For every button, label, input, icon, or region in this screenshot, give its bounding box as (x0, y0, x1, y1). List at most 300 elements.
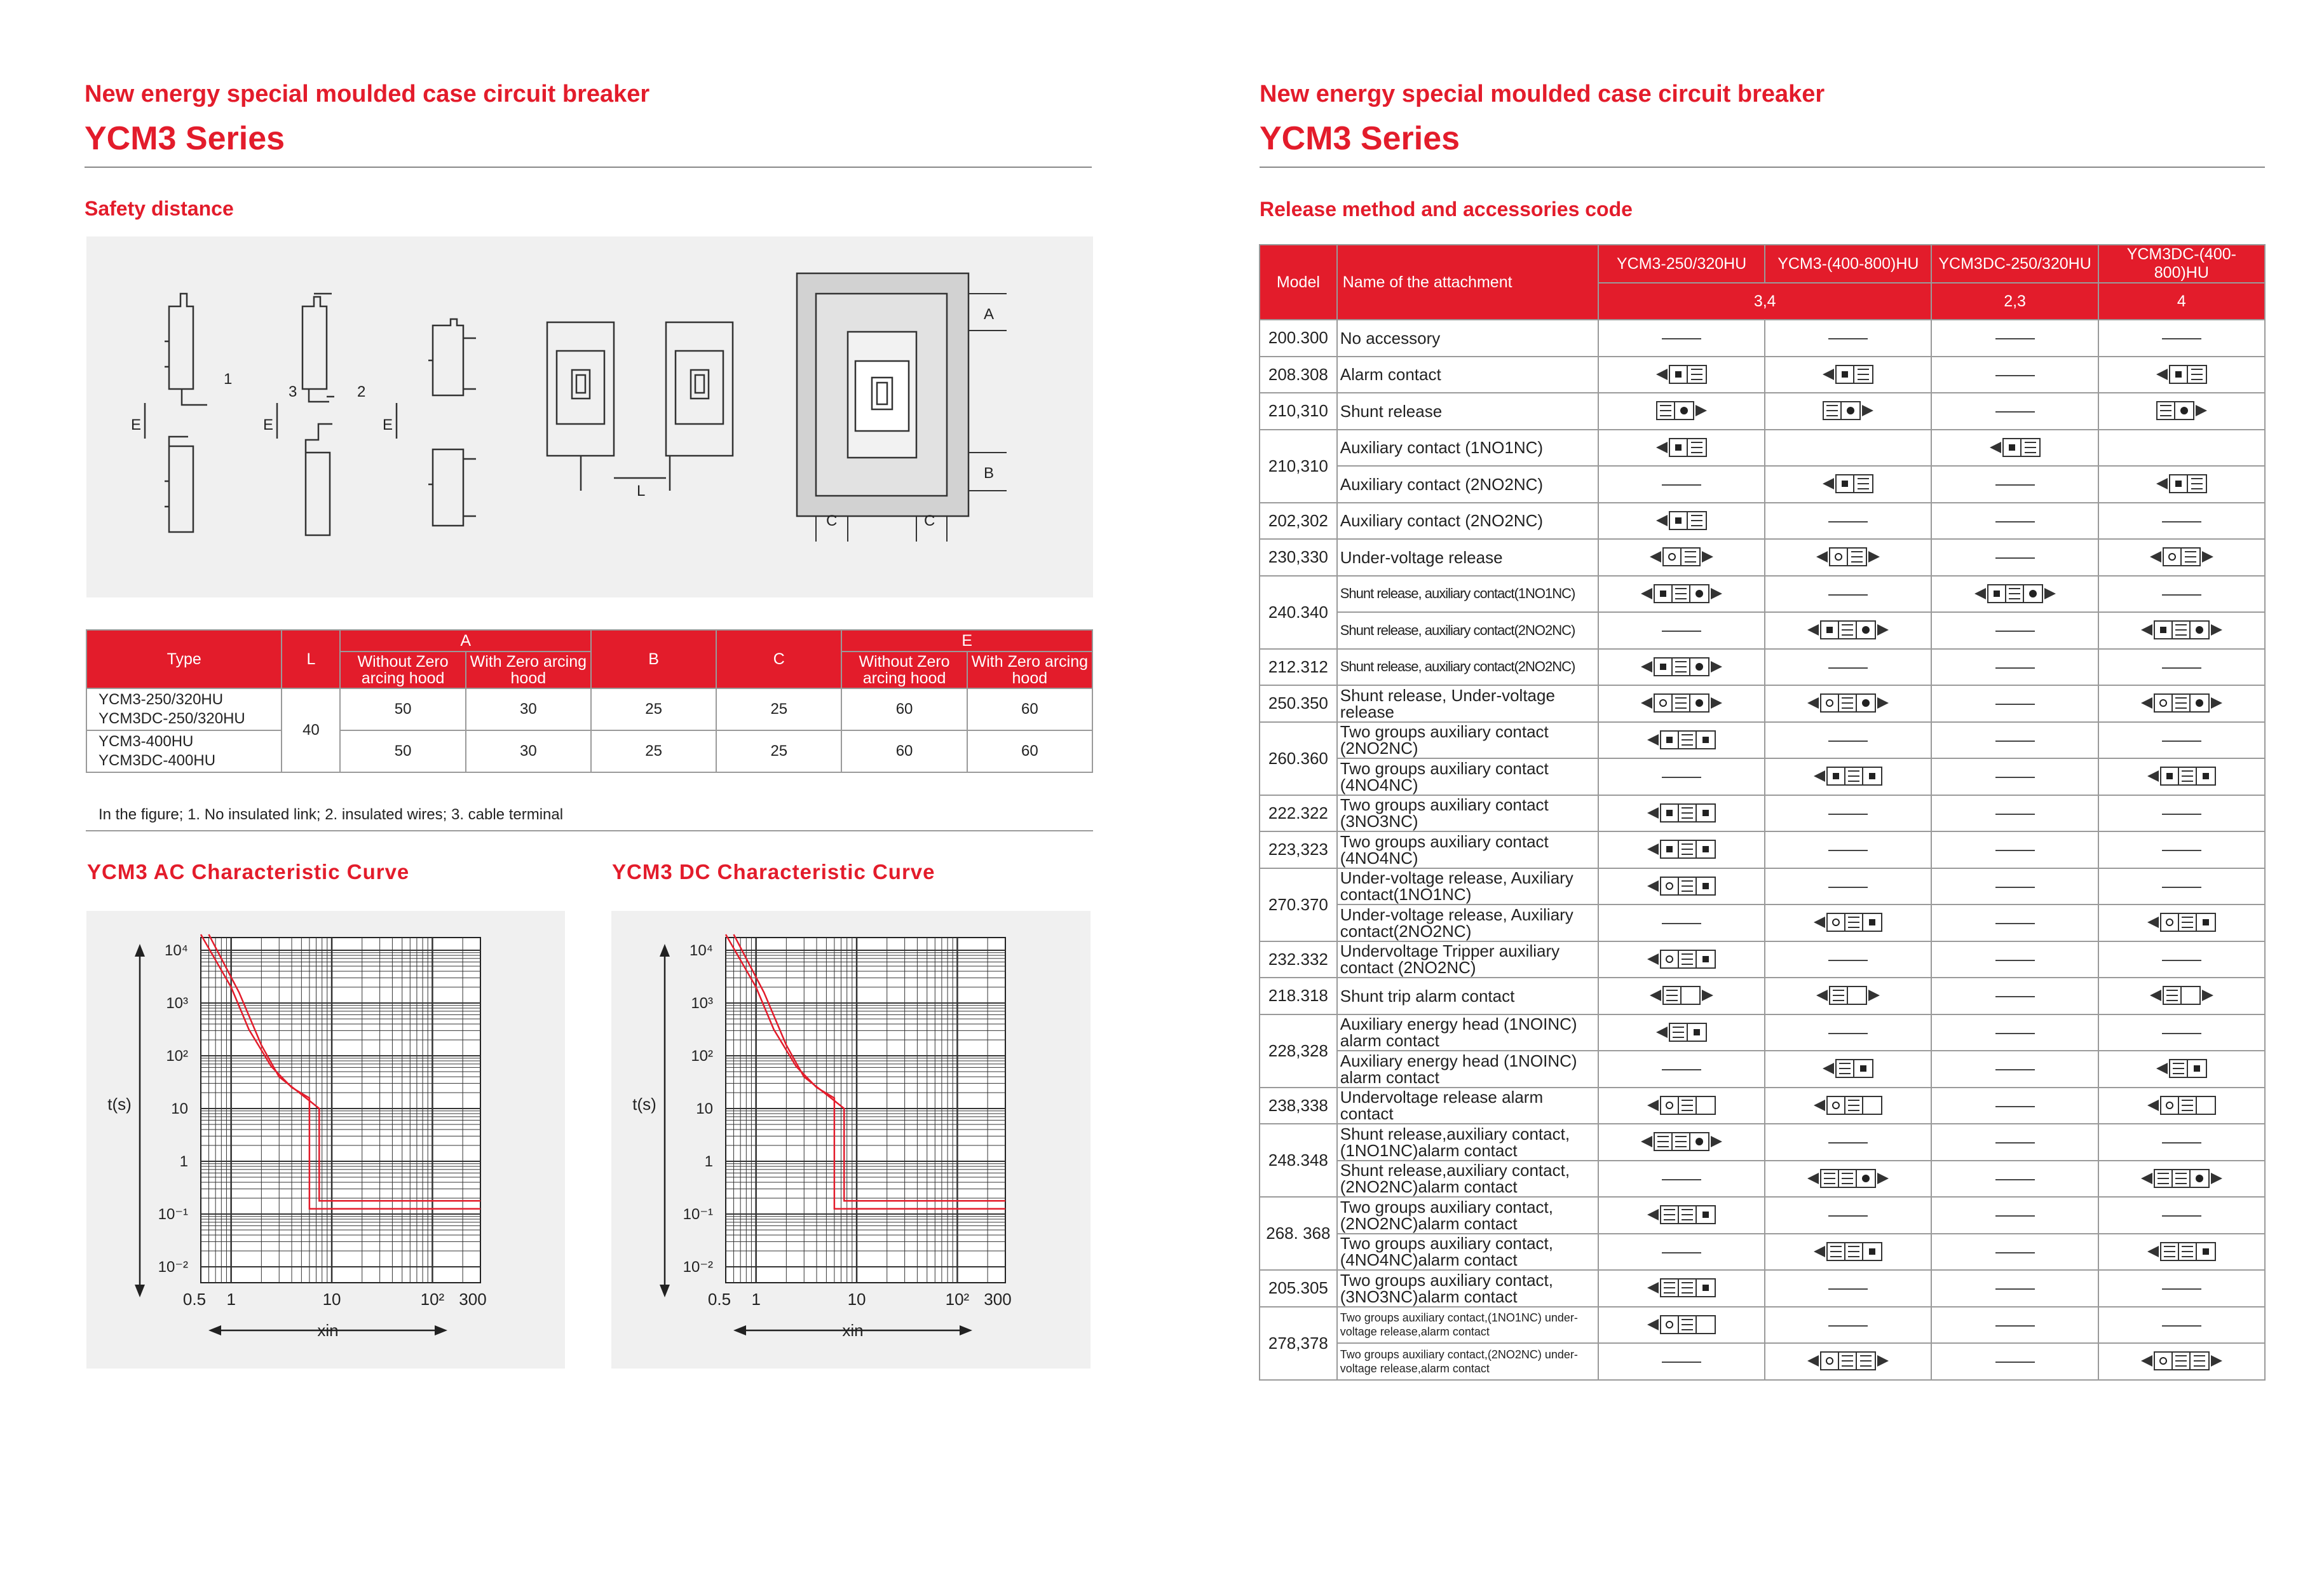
dash-symbol (1828, 850, 1868, 851)
dash-symbol (2162, 667, 2201, 669)
plot-area (201, 938, 480, 1283)
th-e-without: Without Zero arcing hood (841, 652, 967, 688)
attachment-name: Auxiliary energy head (1NOINC) alarm contact (1337, 1014, 1598, 1051)
symbol-cell (1931, 831, 2098, 868)
dash-symbol (1995, 1288, 2035, 1290)
attachment-name: Two groups auxiliary contact (3NO3NC) (1337, 795, 1598, 832)
table-row (1260, 1307, 2265, 1344)
accessory-symbol (1647, 1205, 1716, 1224)
x-tick-label: 10 (322, 1290, 341, 1309)
attachment-name: Undervoltage release alarm contact (1337, 1088, 1598, 1124)
accessory-symbol (1807, 620, 1889, 639)
left-divider (85, 167, 1092, 168)
accessory-symbol (2141, 620, 2222, 639)
symbol-cell (1598, 576, 1765, 613)
accessory-symbol (1816, 986, 1880, 1005)
label-e2: E (263, 416, 274, 434)
accessory-symbol (1650, 986, 1713, 1005)
symbol-cell (2098, 1270, 2265, 1307)
symbol-cell (2098, 868, 2265, 905)
symbol-cell (1931, 685, 2098, 722)
x-tick-label: 10² (420, 1290, 445, 1309)
accessory-symbol (1647, 730, 1716, 749)
table-row (1260, 1270, 2265, 1307)
x-axis-label: xin (317, 1321, 339, 1340)
accessory-symbol (1807, 1351, 1889, 1370)
attachment-name: Under-voltage release, Auxiliary contact(1NO1NC) (1337, 868, 1598, 905)
dash-symbol (1995, 484, 2035, 486)
dash-symbol (1995, 1033, 2035, 1034)
left-subtitle: New energy special moulded case circuit breaker (85, 81, 650, 107)
th-a: A (340, 630, 590, 652)
label-c1: C (826, 512, 838, 529)
dash-symbol (1995, 960, 2035, 961)
dc-curve-chart (611, 911, 1091, 1369)
symbol-cell (1765, 649, 1931, 686)
symbol-cell (1931, 576, 2098, 613)
accessory-symbol (2156, 401, 2207, 420)
symbol-cell (1598, 722, 1765, 759)
accessory-symbol (1647, 877, 1716, 896)
right-title: YCM3 Series (1260, 120, 1460, 157)
th-name: Name of the attachment (1337, 245, 1598, 320)
table-row (1260, 576, 2265, 613)
symbol-cell (1931, 649, 2098, 686)
symbol-cell (1931, 503, 2098, 540)
table-row (1260, 539, 2265, 576)
label-b: B (984, 465, 995, 482)
symbol-cell (2098, 685, 2265, 722)
y-tick-label: 1 (704, 1153, 713, 1170)
x-tick-label: 1 (751, 1290, 761, 1309)
y-tick-label: 10⁻² (683, 1259, 713, 1276)
th-e-with: With Zero arcing hood (967, 652, 1092, 688)
symbol-cell (2098, 393, 2265, 430)
dash-symbol (2162, 960, 2201, 961)
attachment-name: Auxiliary contact (2NO2NC) (1337, 503, 1598, 540)
symbol-cell (1598, 1343, 1765, 1380)
model-cell: 278,378 (1260, 1307, 1337, 1380)
symbol-cell (2098, 576, 2265, 613)
accessory-symbol (1814, 913, 1882, 932)
symbol-cell (2098, 612, 2265, 649)
th-e: E (841, 630, 1092, 652)
model-cell: 205.305 (1260, 1270, 1337, 1307)
symbol-cell (2098, 1124, 2265, 1161)
accessory-symbol (1647, 840, 1716, 859)
label-l: L (637, 482, 646, 500)
dash-symbol (1828, 667, 1868, 669)
symbol-cell (1931, 430, 2098, 467)
accessory-symbol (2156, 365, 2207, 384)
dash-symbol (1662, 1179, 1701, 1180)
symbol-cell (1765, 978, 1931, 1014)
accessory-symbol (2147, 913, 2216, 932)
attachment-name: No accessory (1337, 320, 1598, 357)
dash-symbol (1995, 338, 2035, 339)
symbol-cell (1598, 430, 1765, 467)
symbol-cell (1598, 1270, 1765, 1307)
safety-note: In the figure; 1. No insulated link; 2. insulated wires; 3. cable terminal (99, 806, 564, 823)
symbol-cell (1931, 758, 2098, 795)
accessory-symbol (2156, 474, 2207, 493)
symbol-cell (2098, 722, 2265, 759)
th-sub12: 3,4 (1598, 283, 1931, 320)
accessory-symbol (2141, 1169, 2222, 1188)
model-cell: 230,330 (1260, 539, 1337, 576)
table-row (1260, 905, 2265, 941)
dash-symbol (1995, 1252, 2035, 1253)
symbol-cell (1765, 539, 1931, 576)
attachment-name: Two groups auxiliary contact, (4NO4NC)alarm contact (1337, 1234, 1598, 1271)
table-row (1260, 393, 2265, 430)
y-tick-label: 10² (166, 1048, 188, 1065)
table-row (1260, 868, 2265, 905)
model-cell: 240.340 (1260, 576, 1337, 649)
table-row (1260, 1051, 2265, 1088)
attachment-name: Under-voltage release (1337, 539, 1598, 576)
dash-symbol (2162, 1288, 2201, 1290)
accessory-symbol (1650, 547, 1713, 566)
table-row (1260, 978, 2265, 1014)
model-cell: 238,338 (1260, 1088, 1337, 1124)
dash-symbol (1662, 1362, 1701, 1363)
dash-symbol (1995, 375, 2035, 376)
symbol-cell (1765, 1234, 1931, 1271)
th-c1: YCM3-250/320HU (1598, 245, 1765, 283)
accessory-symbol (1656, 511, 1707, 530)
symbol-cell (1598, 1307, 1765, 1344)
symbol-cell (2098, 795, 2265, 832)
symbol-cell (1765, 612, 1931, 649)
symbol-cell (1765, 1270, 1931, 1307)
accessory-symbol (1814, 1096, 1882, 1115)
accessory-symbol (1816, 547, 1880, 566)
safety-section-title: Safety distance (85, 197, 234, 220)
dash-symbol (1995, 1215, 2035, 1217)
dash-symbol (1828, 1288, 1868, 1290)
symbol-cell (1765, 795, 1931, 832)
y-tick-label: 10⁴ (164, 942, 188, 959)
model-cell: 208.308 (1260, 357, 1337, 393)
dash-symbol (1995, 996, 2035, 997)
symbol-cell (1598, 1088, 1765, 1124)
dash-symbol (2162, 850, 2201, 851)
attachment-name: Shunt release, Under-voltage release (1337, 685, 1598, 722)
accessory-symbol (1990, 438, 2041, 457)
symbol-cell (1931, 1234, 2098, 1271)
dash-symbol (1995, 1069, 2035, 1070)
x-tick-label: 300 (984, 1290, 1012, 1309)
dash-symbol (1995, 777, 2035, 778)
release-section-title: Release method and accessories code (1260, 198, 1633, 221)
accessory-symbol (1647, 1278, 1716, 1297)
attachment-name: Shunt release, auxiliary contact(2NO2NC) (1337, 612, 1598, 649)
symbol-cell (1931, 1051, 2098, 1088)
dash-symbol (1995, 704, 2035, 705)
symbol-cell (1598, 1124, 1765, 1161)
dash-symbol (1828, 338, 1868, 339)
symbol-cell (1931, 1197, 2098, 1234)
symbol-cell (2098, 1197, 2265, 1234)
right-divider (1260, 167, 2265, 168)
x-tick-label: 300 (459, 1290, 487, 1309)
accessory-symbol (1641, 1132, 1722, 1151)
symbol-cell (1765, 393, 1931, 430)
symbol-cell (1598, 795, 1765, 832)
symbol-cell (1765, 1124, 1931, 1161)
table-row (1260, 1088, 2265, 1124)
symbol-cell (2098, 503, 2265, 540)
symbol-cell (1931, 795, 2098, 832)
attachment-name: Two groups auxiliary contact, (2NO2NC)alarm contact (1337, 1197, 1598, 1234)
th-sub4: 4 (2098, 283, 2265, 320)
symbol-cell (1931, 1014, 2098, 1051)
th-a-without: Without Zero arcing hood (340, 652, 465, 688)
symbol-cell (2098, 831, 2265, 868)
symbol-cell (1765, 1088, 1931, 1124)
accessory-symbol (1656, 365, 1707, 384)
table-row (1260, 430, 2265, 467)
dash-symbol (1828, 594, 1868, 596)
symbol-cell (1765, 1343, 1931, 1380)
symbol-cell (1931, 978, 2098, 1014)
dash-symbol (1662, 338, 1701, 339)
dash-symbol (1995, 923, 2035, 924)
symbol-cell (1598, 1051, 1765, 1088)
model-cell: 218.318 (1260, 978, 1337, 1014)
y-tick-label: 10² (691, 1048, 713, 1065)
symbol-cell (2098, 758, 2265, 795)
safety-table (86, 629, 1093, 773)
symbol-cell (1765, 758, 1931, 795)
accessory-symbol (2141, 1351, 2222, 1370)
table-row (1260, 612, 2265, 649)
model-cell: 250.350 (1260, 685, 1337, 722)
model-cell: 228,328 (1260, 1014, 1337, 1088)
symbol-cell (2098, 1014, 2265, 1051)
cell: 60 (967, 730, 1092, 772)
cell: 25 (716, 730, 841, 772)
dash-symbol (2162, 741, 2201, 742)
dash-symbol (2162, 1325, 2201, 1327)
th-b: B (591, 630, 716, 688)
cell: 60 (841, 730, 967, 772)
attachment-name: Auxiliary contact (2NO2NC) (1337, 466, 1598, 503)
table-row (1260, 722, 2265, 759)
th-type: Type (86, 630, 282, 688)
symbol-cell (1931, 1124, 2098, 1161)
attachment-name: Two groups auxiliary contact (4NO4NC) (1337, 758, 1598, 795)
y-tick-label: 1 (179, 1153, 188, 1170)
dash-symbol (2162, 338, 2201, 339)
dash-symbol (2162, 887, 2201, 888)
accessory-symbol (1647, 950, 1716, 969)
ac-curve-title: YCM3 AC Characteristic Curve (87, 860, 410, 884)
symbol-cell (2098, 320, 2265, 357)
symbol-cell (1931, 357, 2098, 393)
dash-symbol (1995, 1325, 2035, 1327)
model-cell: 222.322 (1260, 795, 1337, 832)
right-subtitle: New energy special moulded case circuit breaker (1260, 81, 1825, 107)
accessory-symbol (1656, 401, 1707, 420)
accessory-symbol (1647, 803, 1716, 823)
th-c: C (716, 630, 841, 688)
accessory-symbol (2156, 1059, 2207, 1078)
symbol-cell (1598, 320, 1765, 357)
accessory-symbol (1974, 584, 2056, 603)
symbol-cell (1931, 868, 2098, 905)
symbol-cell (1598, 539, 1765, 576)
release-table (1259, 244, 2266, 1381)
table-row (1260, 1234, 2265, 1271)
table-row (1260, 1124, 2265, 1161)
symbol-cell (2098, 1088, 2265, 1124)
dash-symbol (1828, 521, 1868, 522)
table-row (1260, 320, 2265, 357)
dash-symbol (1662, 631, 1701, 632)
table-row (1260, 795, 2265, 832)
accessory-symbol (1641, 693, 1722, 713)
symbol-cell (2098, 941, 2265, 978)
dash-symbol (1662, 484, 1701, 486)
symbol-cell (2098, 539, 2265, 576)
y-tick-label: 10 (171, 1100, 188, 1117)
dash-symbol (1828, 741, 1868, 742)
symbol-cell (1765, 1307, 1931, 1344)
attachment-name: Two groups auxiliary contact, (3NO3NC)alarm contact (1337, 1270, 1598, 1307)
symbol-cell (1931, 539, 2098, 576)
symbol-cell (1931, 466, 2098, 503)
dash-symbol (2162, 1033, 2201, 1034)
accessory-symbol (1823, 365, 1873, 384)
attachment-name: Shunt release (1337, 393, 1598, 430)
accessory-symbol (1641, 657, 1722, 676)
dash-symbol (1828, 814, 1868, 815)
cell: 25 (716, 688, 841, 730)
symbol-cell (1598, 1197, 1765, 1234)
symbol-cell (1598, 503, 1765, 540)
attachment-name: Two groups auxiliary contact (2NO2NC) (1337, 722, 1598, 759)
attachment-name: Auxiliary energy head (1NOINC) alarm contact (1337, 1051, 1598, 1088)
dash-symbol (1995, 1142, 2035, 1143)
attachment-name: Shunt release, auxiliary contact(1NO1NC) (1337, 576, 1598, 613)
model-cell: 248.348 (1260, 1124, 1337, 1197)
left-title: YCM3 Series (85, 120, 285, 157)
model-cell: 212.312 (1260, 649, 1337, 686)
symbol-cell (2098, 1307, 2265, 1344)
dash-symbol (1828, 1142, 1868, 1143)
model-cell: 223,323 (1260, 831, 1337, 868)
table-row (1260, 1343, 2265, 1380)
symbol-cell (1765, 685, 1931, 722)
type-row2: YCM3-400HU YCM3DC-400HU (86, 730, 282, 772)
th-sub3: 2,3 (1931, 283, 2098, 320)
attachment-name: Two groups auxiliary contact,(1NO1NC) under-voltage release,alarm contact (1337, 1307, 1598, 1344)
accessory-symbol (1823, 1059, 1873, 1078)
label-3: 3 (289, 383, 297, 400)
symbol-cell (1598, 393, 1765, 430)
symbol-cell (1765, 466, 1931, 503)
symbol-cell (1765, 868, 1931, 905)
symbol-cell (1598, 357, 1765, 393)
accessory-symbol (1647, 1096, 1716, 1115)
y-tick-label: 10 (696, 1100, 713, 1117)
symbol-cell (2098, 1343, 2265, 1380)
dash-symbol (1995, 631, 2035, 632)
symbol-cell (1765, 1014, 1931, 1051)
plot-area (726, 938, 1005, 1283)
accessory-symbol (1656, 438, 1707, 457)
symbol-cell (1765, 905, 1931, 941)
dash-symbol (1995, 557, 2035, 559)
th-model: Model (1260, 245, 1337, 320)
accessory-symbol (2141, 693, 2222, 713)
symbol-cell (2098, 978, 2265, 1014)
y-axis-label: t(s) (632, 1095, 656, 1114)
symbol-cell (1598, 1014, 1765, 1051)
symbol-cell (2098, 905, 2265, 941)
dash-symbol (1995, 521, 2035, 522)
th-c4: YCM3DC-(400-800)HU (2098, 245, 2265, 283)
dash-symbol (1662, 1252, 1701, 1253)
cell: 25 (591, 730, 716, 772)
symbol-cell (1931, 1343, 2098, 1380)
y-tick-label: 10³ (691, 995, 713, 1012)
symbol-cell (2098, 1234, 2265, 1271)
dash-symbol (1662, 777, 1701, 778)
x-tick-label: 10² (945, 1290, 970, 1309)
accessory-symbol (1823, 401, 1873, 420)
dash-symbol (1828, 1033, 1868, 1034)
symbol-cell (1765, 1161, 1931, 1198)
dash-symbol (2162, 1142, 2201, 1143)
model-cell: 270.370 (1260, 868, 1337, 941)
dash-symbol (1995, 1362, 2035, 1363)
symbol-cell (1598, 466, 1765, 503)
symbol-cell (1765, 722, 1931, 759)
symbol-cell (1598, 831, 1765, 868)
symbol-cell (1931, 1161, 2098, 1198)
y-tick-label: 10⁴ (689, 942, 713, 959)
ac-curve-chart (86, 911, 565, 1369)
symbol-cell (1931, 393, 2098, 430)
symbol-cell (1765, 831, 1931, 868)
th-a-with: With Zero arcing hood (466, 652, 591, 688)
symbol-cell (1931, 1088, 2098, 1124)
attachment-name: Shunt trip alarm contact (1337, 978, 1598, 1014)
accessory-symbol (1814, 1242, 1882, 1261)
x-tick-label: 0.5 (182, 1290, 207, 1309)
symbol-cell (1598, 941, 1765, 978)
dash-symbol (1828, 960, 1868, 961)
accessory-symbol (1647, 1315, 1716, 1334)
dash-symbol (2162, 814, 2201, 815)
dash-symbol (1995, 850, 2035, 851)
table-row (1260, 649, 2265, 686)
table-row (1260, 831, 2265, 868)
symbol-cell (2098, 1161, 2265, 1198)
attachment-name: Undervoltage Tripper auxiliary contact (2NO2NC) (1337, 941, 1598, 978)
attachment-name: Shunt release,auxiliary contact, (2NO2NC)alarm contact (1337, 1161, 1598, 1198)
label-2: 2 (357, 383, 366, 400)
note-rule (86, 830, 1093, 831)
symbol-cell (1598, 1161, 1765, 1198)
dash-symbol (1995, 1179, 2035, 1180)
symbol-cell (1931, 1307, 2098, 1344)
accessory-symbol (1823, 474, 1873, 493)
y-axis-label: t(s) (107, 1095, 132, 1114)
